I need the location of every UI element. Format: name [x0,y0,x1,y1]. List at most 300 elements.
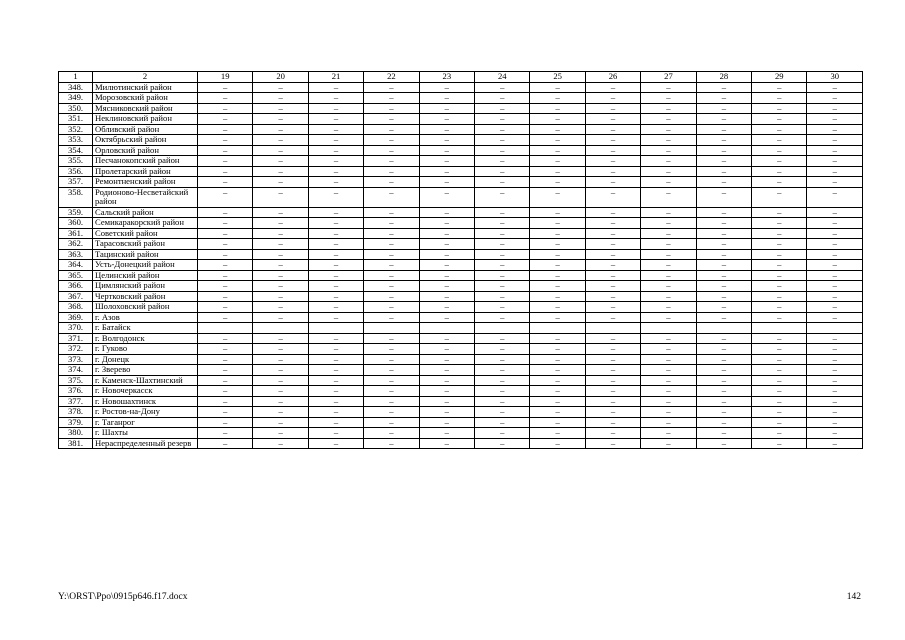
value-cell: – [807,396,863,407]
value-cell: – [807,281,863,292]
value-cell: – [198,166,253,177]
district-name: г. Новочеркасск [93,386,198,397]
row-number: 352. [59,124,93,135]
value-cell: – [475,375,530,386]
table-row [59,239,863,250]
value-cell: – [253,365,308,376]
value-cell: – [752,270,807,281]
value-cell: – [198,93,253,104]
value-cell: – [807,93,863,104]
value-cell: – [696,281,751,292]
value-cell: – [752,249,807,260]
value-cell: – [198,365,253,376]
value-cell: – [308,333,363,344]
value-cell: – [419,375,474,386]
value-cell: – [198,354,253,365]
value-cell: – [807,239,863,250]
table-row [59,114,863,125]
value-cell: – [253,428,308,439]
value-cell: – [364,177,419,188]
row-number: 356. [59,166,93,177]
value-cell: – [475,417,530,428]
value-cell: – [585,365,640,376]
value-cell: – [752,386,807,397]
value-cell: – [696,312,751,323]
value-cell: – [308,135,363,146]
value-cell: – [364,135,419,146]
value-cell: – [198,386,253,397]
value-cell: – [641,417,696,428]
value-cell [198,323,253,334]
value-cell: – [807,333,863,344]
value-cell: – [253,218,308,229]
value-cell: – [475,344,530,355]
value-cell: – [752,291,807,302]
column-header: 28 [696,72,751,83]
table-row [59,407,863,418]
value-cell: – [585,166,640,177]
value-cell: – [807,270,863,281]
value-cell: – [807,156,863,167]
value-cell: – [696,218,751,229]
row-number: 366. [59,281,93,292]
table-row [59,344,863,355]
value-cell: – [641,207,696,218]
value-cell: – [585,407,640,418]
value-cell [364,323,419,334]
row-number: 358. [59,187,93,207]
value-cell: – [585,438,640,449]
value-cell: – [585,239,640,250]
value-cell: – [585,344,640,355]
table-row [59,187,863,207]
value-cell: – [696,249,751,260]
value-cell: – [641,156,696,167]
value-cell: – [530,417,585,428]
district-name: Тацинский район [93,249,198,260]
value-cell: – [253,156,308,167]
value-cell [308,323,363,334]
value-cell: – [475,218,530,229]
value-cell: – [253,249,308,260]
value-cell: – [364,114,419,125]
value-cell: – [530,114,585,125]
table-row [59,249,863,260]
value-cell: – [641,249,696,260]
column-header: 26 [585,72,640,83]
value-cell [530,323,585,334]
value-cell: – [696,386,751,397]
value-cell: – [530,291,585,302]
value-cell: – [419,156,474,167]
value-cell: – [585,114,640,125]
value-cell: – [696,135,751,146]
value-cell: – [475,228,530,239]
value-cell [475,323,530,334]
column-header: 1 [59,72,93,83]
value-cell: – [585,302,640,313]
value-cell: – [752,103,807,114]
table-row [59,375,863,386]
value-cell: – [364,312,419,323]
district-name: г. Батайск [93,323,198,334]
row-number: 370. [59,323,93,334]
value-cell: – [198,312,253,323]
table-row [59,312,863,323]
row-number: 371. [59,333,93,344]
table-row [59,354,863,365]
district-name: Песчанокопский район [93,156,198,167]
value-cell: – [253,396,308,407]
table-row [59,207,863,218]
row-number: 360. [59,218,93,229]
value-cell: – [364,187,419,207]
value-cell: – [364,428,419,439]
value-cell: – [696,407,751,418]
district-name: г. Азов [93,312,198,323]
value-cell: – [641,396,696,407]
value-cell: – [475,145,530,156]
value-cell: – [585,428,640,439]
value-cell: – [253,114,308,125]
value-cell: – [641,135,696,146]
value-cell: – [475,386,530,397]
value-cell: – [475,270,530,281]
value-cell: – [308,239,363,250]
value-cell: – [641,239,696,250]
value-cell: – [308,124,363,135]
value-cell: – [641,166,696,177]
value-cell: – [475,207,530,218]
table-row [59,428,863,439]
value-cell: – [641,228,696,239]
table-body [59,72,863,449]
value-cell: – [807,177,863,188]
value-cell: – [807,417,863,428]
value-cell: – [807,228,863,239]
value-cell: – [530,344,585,355]
value-cell: – [364,145,419,156]
value-cell: – [752,417,807,428]
value-cell: – [419,93,474,104]
value-cell: – [585,145,640,156]
row-number: 375. [59,375,93,386]
value-cell: – [253,407,308,418]
value-cell: – [253,177,308,188]
value-cell: – [752,93,807,104]
value-cell: – [641,124,696,135]
value-cell: – [198,428,253,439]
row-number: 374. [59,365,93,376]
table-row [59,438,863,449]
row-number: 355. [59,156,93,167]
value-cell: – [308,312,363,323]
value-cell: – [308,249,363,260]
district-name: Октябрьский район [93,135,198,146]
value-cell: – [253,124,308,135]
value-cell: – [198,187,253,207]
value-cell: – [364,166,419,177]
value-cell: – [419,407,474,418]
table-row [59,135,863,146]
value-cell: – [198,291,253,302]
value-cell: – [641,428,696,439]
value-cell: – [641,270,696,281]
value-cell: – [807,135,863,146]
value-cell: – [530,333,585,344]
value-cell: – [641,114,696,125]
value-cell: – [752,312,807,323]
row-number: 377. [59,396,93,407]
row-number: 378. [59,407,93,418]
value-cell: – [198,396,253,407]
value-cell: – [530,135,585,146]
value-cell: – [308,218,363,229]
table-row [59,333,863,344]
value-cell: – [308,386,363,397]
value-cell: – [308,302,363,313]
value-cell: – [198,156,253,167]
value-cell [752,323,807,334]
value-cell: – [696,187,751,207]
district-name: г. Ростов-на-Дону [93,407,198,418]
value-cell: – [530,354,585,365]
value-cell: – [364,386,419,397]
value-cell: – [641,145,696,156]
value-cell: – [752,302,807,313]
value-cell: – [530,312,585,323]
row-number: 348. [59,82,93,93]
value-cell: – [585,312,640,323]
value-cell: – [641,82,696,93]
header-row [59,72,863,83]
value-cell: – [530,207,585,218]
value-cell: – [364,365,419,376]
value-cell: – [253,302,308,313]
value-cell: – [475,187,530,207]
value-cell: – [807,312,863,323]
value-cell: – [807,207,863,218]
value-cell: – [585,187,640,207]
column-header: 20 [253,72,308,83]
row-number: 351. [59,114,93,125]
value-cell: – [807,291,863,302]
value-cell: – [198,145,253,156]
value-cell: – [585,218,640,229]
value-cell: – [253,103,308,114]
value-cell: – [585,249,640,260]
value-cell: – [308,438,363,449]
value-cell: – [696,396,751,407]
value-cell: – [198,82,253,93]
value-cell: – [308,270,363,281]
value-cell: – [475,82,530,93]
value-cell: – [696,270,751,281]
table-row [59,82,863,93]
district-name: Пролетарский район [93,166,198,177]
value-cell: – [308,417,363,428]
value-cell: – [807,260,863,271]
value-cell: – [475,177,530,188]
value-cell: – [641,103,696,114]
value-cell: – [752,344,807,355]
value-cell: – [530,228,585,239]
value-cell: – [419,281,474,292]
row-number: 359. [59,207,93,218]
value-cell: – [419,239,474,250]
value-cell: – [419,354,474,365]
district-name: г. Донецк [93,354,198,365]
value-cell: – [641,354,696,365]
value-cell: – [585,103,640,114]
value-cell: – [364,396,419,407]
value-cell: – [752,333,807,344]
value-cell: – [696,375,751,386]
value-cell: – [419,207,474,218]
value-cell: – [364,228,419,239]
value-cell: – [308,365,363,376]
value-cell: – [696,417,751,428]
value-cell: – [641,438,696,449]
value-cell: – [585,396,640,407]
value-cell: – [475,312,530,323]
value-cell: – [585,281,640,292]
value-cell: – [530,177,585,188]
value-cell: – [752,124,807,135]
value-cell: – [752,281,807,292]
value-cell: – [198,239,253,250]
value-cell: – [364,93,419,104]
value-cell: – [530,407,585,418]
value-cell: – [198,114,253,125]
value-cell: – [419,228,474,239]
value-cell: – [807,249,863,260]
value-cell: – [198,177,253,188]
value-cell: – [585,156,640,167]
value-cell: – [530,124,585,135]
table-row [59,386,863,397]
row-number: 363. [59,249,93,260]
row-number: 380. [59,428,93,439]
column-header: 21 [308,72,363,83]
value-cell: – [198,218,253,229]
value-cell: – [530,93,585,104]
value-cell: – [253,375,308,386]
row-number: 361. [59,228,93,239]
value-cell: – [419,114,474,125]
value-cell: – [807,354,863,365]
value-cell: – [364,260,419,271]
value-cell: – [475,156,530,167]
value-cell: – [253,166,308,177]
district-name: Цимлянский район [93,281,198,292]
value-cell: – [419,302,474,313]
value-cell: – [641,365,696,376]
value-cell: – [696,177,751,188]
value-cell: – [696,239,751,250]
value-cell: – [308,260,363,271]
value-cell: – [530,218,585,229]
column-header: 23 [419,72,474,83]
value-cell: – [308,207,363,218]
row-number: 364. [59,260,93,271]
value-cell: – [364,291,419,302]
value-cell [585,323,640,334]
district-name: г. Каменск-Шахтинский [93,375,198,386]
value-cell: – [807,166,863,177]
value-cell: – [364,124,419,135]
value-cell: – [253,291,308,302]
column-header: 2 [93,72,198,83]
district-name: г. Гуково [93,344,198,355]
district-name: Мясниковский район [93,103,198,114]
district-name: г. Зверево [93,365,198,376]
value-cell: – [807,438,863,449]
value-cell: – [253,354,308,365]
value-cell: – [419,135,474,146]
value-cell: – [585,93,640,104]
value-cell: – [641,344,696,355]
value-cell: – [475,354,530,365]
value-cell: – [641,386,696,397]
row-number: 369. [59,312,93,323]
table-row [59,156,863,167]
district-name: Неклиновский район [93,114,198,125]
value-cell: – [641,260,696,271]
value-cell: – [752,396,807,407]
value-cell: – [807,124,863,135]
value-cell: – [641,187,696,207]
value-cell: – [696,82,751,93]
district-name: г. Новошахтинск [93,396,198,407]
value-cell: – [364,302,419,313]
value-cell: – [475,135,530,146]
value-cell: – [419,82,474,93]
value-cell: – [696,344,751,355]
value-cell: – [696,93,751,104]
value-cell: – [641,333,696,344]
district-name: Целинский район [93,270,198,281]
value-cell: – [585,270,640,281]
value-cell: – [752,207,807,218]
value-cell: – [419,166,474,177]
value-cell: – [585,135,640,146]
value-cell: – [253,187,308,207]
value-cell: – [530,103,585,114]
value-cell: – [253,135,308,146]
value-cell: – [752,218,807,229]
value-cell: – [475,239,530,250]
value-cell: – [253,438,308,449]
value-cell: – [530,82,585,93]
row-number: 365. [59,270,93,281]
value-cell: – [308,93,363,104]
value-cell: – [419,291,474,302]
value-cell: – [696,260,751,271]
value-cell: – [364,218,419,229]
row-number: 373. [59,354,93,365]
value-cell [807,323,863,334]
page-number: 142 [846,592,861,602]
value-cell: – [585,417,640,428]
value-cell: – [198,228,253,239]
value-cell: – [696,428,751,439]
value-cell: – [752,428,807,439]
value-cell: – [198,103,253,114]
value-cell: – [198,135,253,146]
value-cell: – [475,407,530,418]
column-header: 27 [641,72,696,83]
